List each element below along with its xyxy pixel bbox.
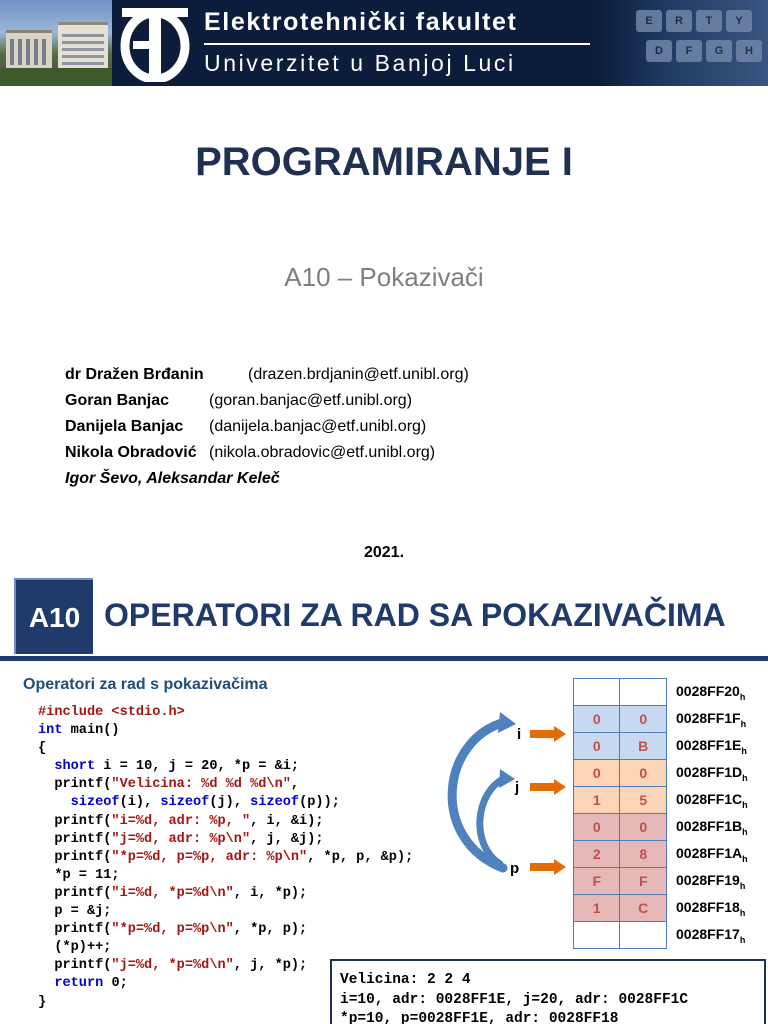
- curve-arrowhead-i: [498, 712, 516, 733]
- byte-lo: 8: [620, 841, 667, 868]
- byte-lo: 0: [620, 814, 667, 841]
- byte-lo: 5: [620, 787, 667, 814]
- author-name: Nikola Obradović: [65, 444, 197, 461]
- code-listing: #include <stdio.h> int main() { short i = 10, j = 20, *p = &i; printf("Velicina: %d %d %d\n", sizeof(i), sizeof(j), sizeof(p)); printf("i=%d, adr: %p, ", i, &i); printf("j=%d, adr: %p\n", j, &j); printf("*p=%d, p=%p, adr: %p\n", *p, p, &p); *p = 11; printf("i=%d, *p=%d\n", i, *p); p = &j; printf("*p=%d, p=%p\n", *p, p); (*p)++; printf("j=%d, *p=%d\n", j, *p); return 0; }: [38, 705, 414, 1010]
- curve-arrow-j: [480, 778, 505, 864]
- var-arrow-j: [530, 779, 566, 795]
- byte-lo: 0: [620, 706, 667, 733]
- program-output: [330, 959, 766, 1024]
- curve-arrow-i: [452, 722, 505, 868]
- byte-lo: [620, 679, 667, 706]
- memory-address: $0028FF20_h$: [676, 683, 746, 702]
- byte-hi: F: [574, 868, 620, 895]
- keyboard-key: D: [646, 40, 672, 62]
- keyboard-key: F: [676, 40, 702, 62]
- memory-address: $0028FF18_h$: [676, 899, 746, 918]
- university-name: Univerzitet u Banjoj Luci: [204, 50, 516, 76]
- byte-lo: C: [620, 895, 667, 922]
- var-label-i: i: [517, 726, 522, 743]
- memory-address: $0028FF1A_h$: [676, 845, 748, 864]
- keyboard-key: H: [736, 40, 762, 62]
- course-title: PROGRAMIRANJE I: [195, 140, 573, 184]
- byte-hi: [574, 679, 620, 706]
- byte-lo: 0: [620, 760, 667, 787]
- section-badge: A10: [14, 578, 93, 654]
- memory-address: $0028FF1B_h$: [676, 818, 748, 837]
- year: 2021.: [363, 544, 405, 561]
- author-email: (danijela.banjac@etf.unibl.org): [209, 418, 427, 435]
- author-email: (goran.banjac@etf.unibl.org): [209, 392, 413, 409]
- memory-address: $0028FF1F_h$: [676, 710, 747, 729]
- memory-address: $0028FF17_h$: [676, 926, 746, 945]
- byte-lo: B: [620, 733, 667, 760]
- memory-address: $0028FF1E_h$: [676, 737, 747, 756]
- keyboard-key: G: [706, 40, 732, 62]
- keyboard-key: R: [666, 10, 692, 32]
- byte-hi: 2: [574, 841, 620, 868]
- output-line: i=10, adr: 0028FF1E, j=20, adr: 0028FF1C: [340, 991, 689, 1008]
- memory-table: [573, 678, 667, 949]
- faculty-name: Elektrotehnički fakultet: [204, 8, 518, 36]
- lesson-subtitle: A10 – Pokazivači: [284, 262, 484, 292]
- author-name: dr Dražen Brđanin: [65, 366, 204, 383]
- byte-lo: F: [620, 868, 667, 895]
- byte-hi: 0: [574, 814, 620, 841]
- author-email: (nikola.obradovic@etf.unibl.org): [209, 444, 436, 461]
- byte-hi: [574, 922, 620, 949]
- curve-arrowhead-j: [499, 769, 515, 788]
- byte-hi: 1: [574, 787, 620, 814]
- memory-address: $0028FF1C_h$: [676, 791, 748, 810]
- assistants: Igor Ševo, Aleksandar Keleč: [65, 470, 280, 487]
- author-name: Goran Banjac: [65, 392, 170, 409]
- byte-hi: 0: [574, 760, 620, 787]
- output-line: *p=10, p=0028FF1E, adr: 0028FF18: [340, 1011, 619, 1024]
- author-email: (drazen.brdjanin@etf.unibl.org): [248, 366, 469, 383]
- section-title: OPERATORI ZA RAD SA POKAZIVAČIMA: [104, 597, 726, 633]
- var-arrow-p: [530, 859, 566, 875]
- output-line: Velicina: 2 2 4: [340, 972, 471, 988]
- keyboard-key: E: [636, 10, 662, 32]
- slide-subheading: Operatori za rad s pokazivačima: [23, 676, 268, 693]
- byte-hi: 0: [574, 706, 620, 733]
- memory-address: $0028FF1D_h$: [676, 764, 748, 783]
- var-arrow-i: [530, 726, 566, 742]
- byte-lo: [620, 922, 667, 949]
- byte-hi: 0: [574, 733, 620, 760]
- var-label-j: j: [515, 779, 520, 796]
- author-name: Danijela Banjac: [65, 418, 184, 435]
- keyboard-key: Y: [726, 10, 752, 32]
- keyboard-key: T: [696, 10, 722, 32]
- byte-hi: 1: [574, 895, 620, 922]
- var-label-p: p: [510, 860, 520, 877]
- memory-address: $0028FF19_h$: [676, 872, 746, 891]
